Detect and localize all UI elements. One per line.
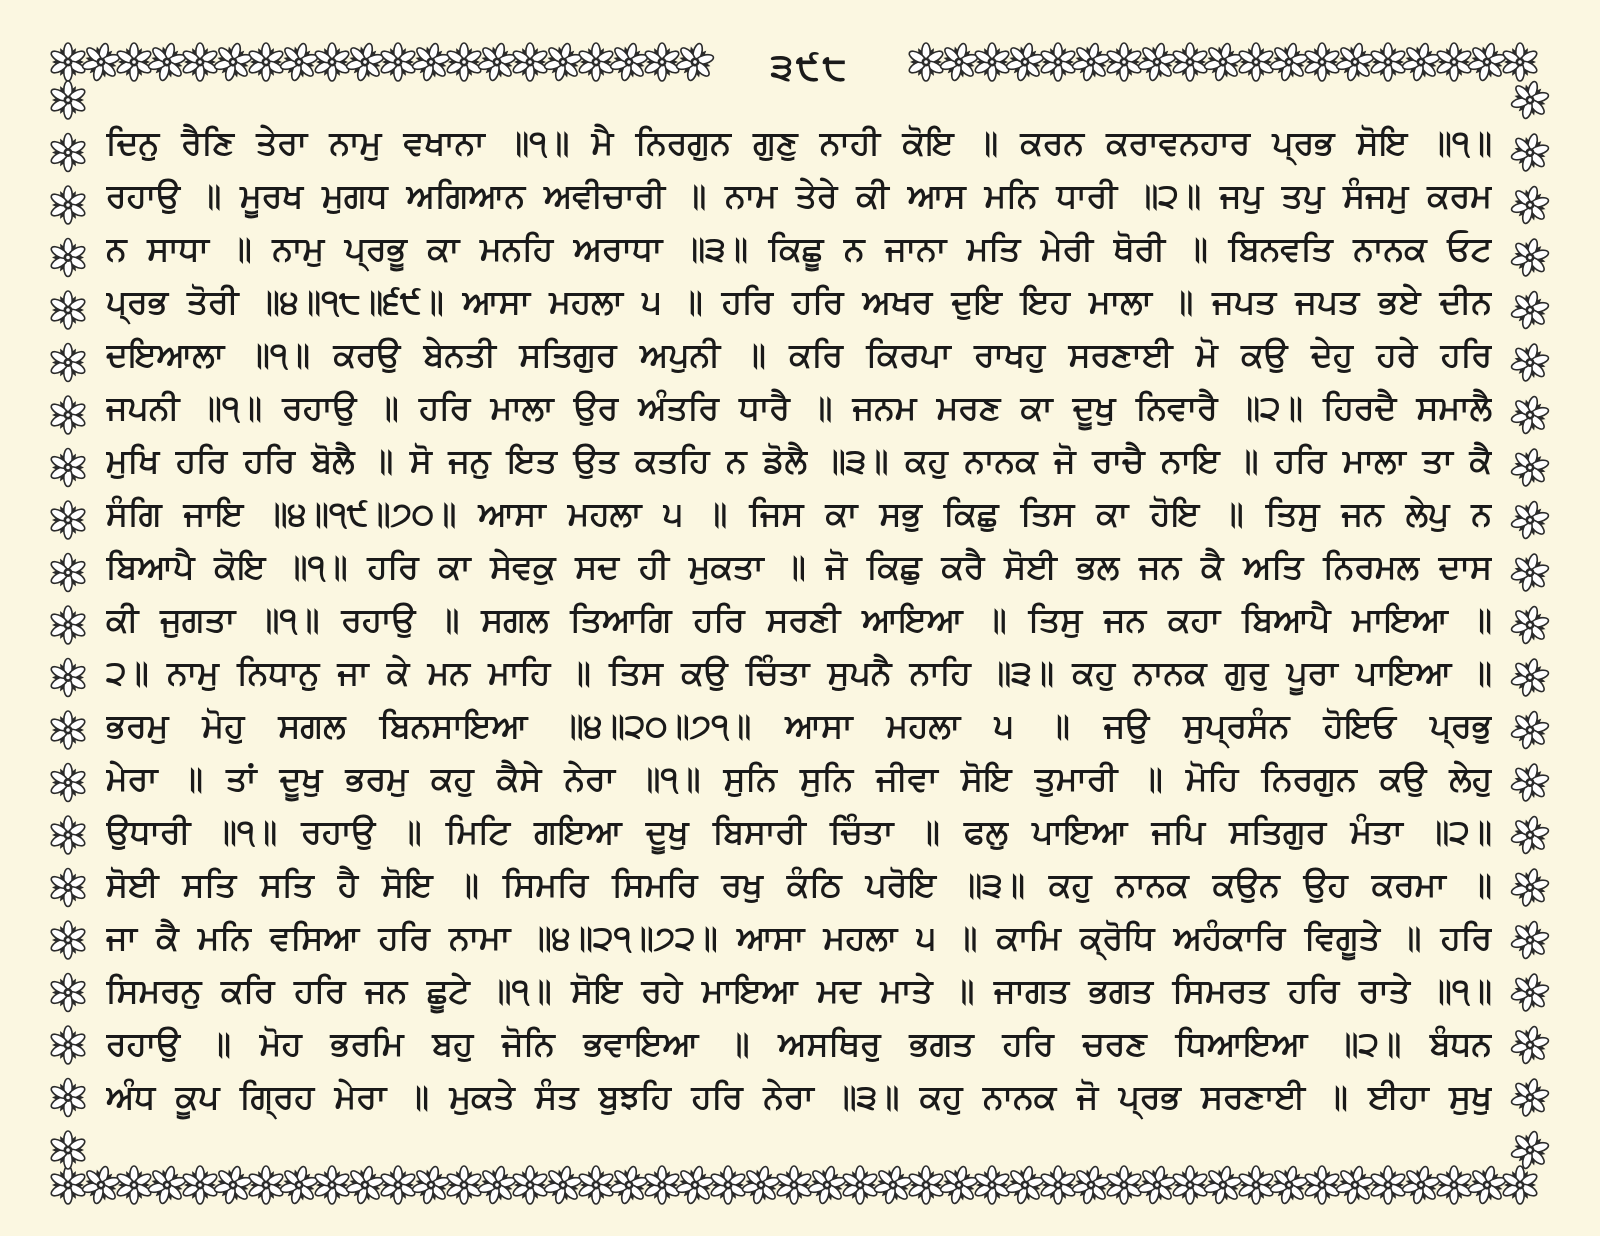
flower-ornament-icon	[936, 39, 982, 85]
flower-ornament-icon	[1369, 43, 1406, 81]
text-line: ਸਿਮਰਨੁ ਕਰਿ ਹਰਿ ਜਨ ਛੂਟੇ ॥੧॥ ਸੋਇ ਰਹੇ ਮਾਇਆ ਮਦ ਮਾਤੇ ॥ ਜਾਗਤ ਭਗਤ ਸਿਮਰਤ ਹਰਿ ਰਾਤੇ ॥੧॥	[106, 971, 1492, 1010]
flower-ornament-icon	[606, 39, 652, 85]
flower-ornament-icon	[1398, 39, 1444, 85]
flower-ornament-icon	[775, 1166, 812, 1204]
flower-ornament-icon	[49, 1166, 86, 1204]
flower-ornament-icon	[144, 39, 190, 85]
flower-ornament-icon	[1171, 1166, 1208, 1204]
flower-ornament-icon	[1105, 43, 1142, 81]
flower-ornament-icon	[577, 43, 614, 81]
flower-ornament-icon	[1507, 77, 1553, 123]
flower-ornament-icon	[210, 39, 256, 85]
text-line: ਦਿਨੁ ਰੈਣਿ ਤੇਰਾ ਨਾਮੁ ਵਖਾਨਾ ॥੧॥ ਮੈ ਨਿਰਗੁਨ ਗੁਣੁ ਨਾਹੀ ਕੋਇ ॥ ਕਰਨ ਕਰਾਵਨਹਾਰ ਪ੍ਰਭ ਸੋਇ ॥੧॥	[106, 123, 1492, 162]
flower-ornament-icon	[49, 711, 86, 749]
flower-ornament-icon	[1332, 39, 1378, 85]
flower-ornament-icon	[313, 1166, 350, 1204]
flower-ornament-icon	[49, 921, 86, 959]
flower-ornament-icon	[1303, 1166, 1340, 1204]
flower-ornament-icon	[210, 1162, 256, 1208]
flower-ornament-icon	[1507, 969, 1553, 1015]
flower-ornament-icon	[1068, 39, 1114, 85]
flower-ornament-icon	[49, 606, 86, 644]
flower-ornament-icon	[577, 1166, 614, 1204]
flower-ornament-icon	[1039, 1166, 1076, 1204]
flower-ornament-icon	[1039, 43, 1076, 81]
flower-ornament-icon	[1507, 1022, 1553, 1068]
flower-ornament-icon	[1507, 812, 1553, 858]
flower-ornament-icon	[1002, 39, 1048, 85]
flower-ornament-icon	[474, 39, 520, 85]
flower-ornament-icon	[540, 39, 586, 85]
flower-ornament-icon	[115, 1166, 152, 1204]
text-line: ਸੋਈ ਸਤਿ ਸਤਿ ਹੈ ਸੋਇ ॥ ਸਿਮਰਿ ਸਿਮਰਿ ਰਖੁ ਕੰਠਿ ਪਰੋਇ ॥੩॥ ਕਹੁ ਨਾਨਕ ਕਉਨ ਉਹ ਕਰਮਾ ॥	[106, 865, 1492, 904]
text-line: ਉਧਾਰੀ ॥੧॥ ਰਹਾਉ ॥ ਮਿਟਿ ਗਇਆ ਦੂਖੁ ਬਿਸਾਰੀ ਚਿੰਤਾ ॥ ਫਲੁ ਪਾਇਆ ਜਪਿ ਸਤਿਗੁਰ ਮੰਤਾ ॥੨॥	[106, 812, 1492, 851]
text-line: ਨ ਸਾਧਾ ॥ ਨਾਮੁ ਪ੍ਰਭੂ ਕਾ ਮਨਹਿ ਅਰਾਧਾ ॥੩॥ ਕਿਛੂ ਨ ਜਾਨਾ ਮਤਿ ਮੇਰੀ ਥੋਰੀ ॥ ਬਿਨਵਤਿ ਨਾਨਕ ਓਟ	[106, 229, 1492, 268]
text-line: ਅੰਧ ਕੂਪ ਗ੍ਰਿਹ ਮੇਰਾ ॥ ਮੁਕਤੇ ਸੰਤ ਬੁਝਹਿ ਹਰਿ ਨੇਰਾ ॥੩॥ ਕਹੁ ਨਾਨਕ ਜੋ ਪ੍ਰਭ ਸਰਣਾਈ ॥ ਈਹਾ ਸੁਖੁ	[106, 1077, 1492, 1116]
flower-ornament-icon	[1237, 1166, 1274, 1204]
flower-ornament-icon	[49, 396, 86, 434]
flower-ornament-icon	[841, 1166, 878, 1204]
flower-ornament-icon	[936, 1162, 982, 1208]
flower-ornament-icon	[1200, 1162, 1246, 1208]
flower-ornament-icon	[1507, 497, 1553, 543]
flower-ornament-icon	[643, 43, 680, 81]
flower-ornament-icon	[379, 1166, 416, 1204]
text-line: ਸੰਗਿ ਜਾਇ ॥੪॥੧੯॥੭੦॥ ਆਸਾ ਮਹਲਾ ੫ ॥ ਜਿਸ ਕਾ ਸਭੁ ਕਿਛੁ ਤਿਸ ਕਾ ਹੋਇ ॥ ਤਿਸੁ ਜਨ ਲੇਪੁ ਨ	[106, 494, 1492, 533]
flower-ornament-icon	[1507, 654, 1553, 700]
flower-ornament-icon	[49, 239, 86, 277]
flower-ornament-icon	[1332, 1162, 1378, 1208]
flower-ornament-icon	[1435, 43, 1472, 81]
flower-ornament-icon	[49, 81, 86, 119]
flower-ornament-icon	[276, 1162, 322, 1208]
flower-ornament-icon	[49, 291, 86, 329]
flower-ornament-icon	[408, 39, 454, 85]
flower-ornament-icon	[1134, 39, 1180, 85]
flower-ornament-icon	[49, 659, 86, 697]
flower-ornament-icon	[907, 43, 944, 81]
flower-ornament-icon	[49, 134, 86, 172]
flower-ornament-icon	[1507, 234, 1553, 280]
flower-ornament-icon	[804, 1162, 850, 1208]
flower-ornament-icon	[973, 1166, 1010, 1204]
flower-ornament-icon	[1002, 1162, 1048, 1208]
flower-ornament-icon	[247, 1166, 284, 1204]
flower-ornament-icon	[445, 43, 482, 81]
flower-ornament-icon	[1507, 549, 1553, 595]
flower-ornament-icon	[181, 43, 218, 81]
flower-ornament-icon	[870, 1162, 916, 1208]
flower-ornament-icon	[973, 43, 1010, 81]
flower-ornament-icon	[181, 1166, 218, 1204]
flower-ornament-icon	[672, 39, 718, 85]
text-line: ਜਪਨੀ ॥੧॥ ਰਹਾਉ ॥ ਹਰਿ ਮਾਲਾ ਉਰ ਅੰਤਰਿ ਧਾਰੈ ॥ ਜਨਮ ਮਰਣ ਕਾ ਦੂਖੁ ਨਿਵਾਰੈ ॥੨॥ ਹਿਰਦੈ ਸਮਾਲੈ	[106, 388, 1492, 427]
flower-ornament-icon	[49, 1131, 86, 1169]
flower-ornament-icon	[49, 449, 86, 487]
flower-ornament-icon	[606, 1162, 652, 1208]
text-line: ਕੀ ਜੁਗਤਾ ॥੧॥ ਰਹਾਉ ॥ ਸਗਲ ਤਿਆਗਿ ਹਰਿ ਸਰਣੀ ਆਇਆ ॥ ਤਿਸੁ ਜਨ ਕਹਾ ਬਿਆਪੈ ਮਾਇਆ ॥	[106, 600, 1492, 639]
flower-ornament-icon	[49, 554, 86, 592]
flower-ornament-icon	[49, 1079, 86, 1117]
text-line: ਭਰਮੁ ਮੋਹੁ ਸਗਲ ਬਿਨਸਾਇਆ ॥੪॥੨੦॥੭੧॥ ਆਸਾ ਮਹਲਾ ੫ ॥ ਜਉ ਸੁਪ੍ਰਸੰਨ ਹੋਇਓ ਪ੍ਰਭੁ	[106, 706, 1492, 745]
flower-ornament-icon	[78, 1162, 124, 1208]
flower-ornament-icon	[78, 39, 124, 85]
flower-ornament-icon	[1464, 1162, 1510, 1208]
text-line: ਪ੍ਰਭ ਤੋਰੀ ॥੪॥੧੮॥੬੯॥ ਆਸਾ ਮਹਲਾ ੫ ॥ ਹਰਿ ਹਰਿ ਅਖਰ ਦੁਇ ਇਹ ਮਾਲਾ ॥ ਜਪਤ ਜਪਤ ਭਏ ਦੀਨ	[106, 282, 1492, 321]
text-line: ਮੁਖਿ ਹਰਿ ਹਰਿ ਬੋਲੈ ॥ ਸੋ ਜਨੁ ਇਤ ਉਤ ਕਤਹਿ ਨ ਡੋਲੈ ॥੩॥ ਕਹੁ ਨਾਨਕ ਜੋ ਰਾਚੈ ਨਾਇ ॥ ਹਰਿ ਮਾਲਾ ਤਾ ਕੈ	[106, 441, 1492, 480]
flower-ornament-icon	[1507, 444, 1553, 490]
flower-ornament-icon	[1435, 1166, 1472, 1204]
flower-ornament-icon	[1464, 39, 1510, 85]
flower-ornament-icon	[49, 816, 86, 854]
flower-ornament-icon	[1507, 602, 1553, 648]
flower-ornament-icon	[1501, 1166, 1538, 1204]
flower-ornament-icon	[540, 1162, 586, 1208]
flower-ornament-icon	[511, 1166, 548, 1204]
flower-ornament-icon	[49, 501, 86, 539]
text-line: ੨॥ ਨਾਮੁ ਨਿਧਾਨੁ ਜਾ ਕੇ ਮਨ ਮਾਹਿ ॥ ਤਿਸ ਕਉ ਚਿੰਤਾ ਸੁਪਨੈ ਨਾਹਿ ॥੩॥ ਕਹੁ ਨਾਨਕ ਗੁਰੁ ਪੂਰਾ ਪਾਇਆ ॥	[106, 653, 1492, 692]
text-line: ਰਹਾਉ ॥ ਮੋਹ ਭਰਮਿ ਬਹੁ ਜੋਨਿ ਭਵਾਇਆ ॥ ਅਸਥਿਰੁ ਭਗਤ ਹਰਿ ਚਰਣ ਧਿਆਇਆ ॥੨॥ ਬੰਧਨ	[106, 1024, 1492, 1063]
flower-ornament-icon	[1398, 1162, 1444, 1208]
flower-ornament-icon	[144, 1162, 190, 1208]
page-number: ੩੯੮	[720, 40, 900, 96]
flower-ornament-icon	[1507, 759, 1553, 805]
flower-ornament-icon	[907, 1166, 944, 1204]
flower-ornament-icon	[1134, 1162, 1180, 1208]
flower-ornament-icon	[49, 764, 86, 802]
flower-ornament-icon	[1507, 864, 1553, 910]
flower-ornament-icon	[1507, 339, 1553, 385]
flower-ornament-icon	[643, 1166, 680, 1204]
flower-ornament-icon	[49, 974, 86, 1012]
flower-ornament-icon	[1369, 1166, 1406, 1204]
flower-ornament-icon	[1507, 1127, 1553, 1173]
flower-ornament-icon	[1507, 129, 1553, 175]
flower-ornament-icon	[1507, 287, 1553, 333]
flower-ornament-icon	[445, 1166, 482, 1204]
flower-ornament-icon	[1105, 1166, 1142, 1204]
flower-ornament-icon	[474, 1162, 520, 1208]
text-line: ਰਹਾਉ ॥ ਮੂਰਖ ਮੁਗਧ ਅਗਿਆਨ ਅਵੀਚਾਰੀ ॥ ਨਾਮ ਤੇਰੇ ਕੀ ਆਸ ਮਨਿ ਧਾਰੀ ॥੨॥ ਜਪੁ ਤਪੁ ਸੰਜਮੁ ਕਰਮ	[106, 176, 1492, 215]
flower-ornament-icon	[1237, 43, 1274, 81]
text-line: ਮੇਰਾ ॥ ਤਾਂ ਦੂਖੁ ਭਰਮੁ ਕਹੁ ਕੈਸੇ ਨੇਰਾ ॥੧॥ ਸੁਨਿ ਸੁਨਿ ਜੀਵਾ ਸੋਇ ਤੁਮਾਰੀ ॥ ਮੋਹਿ ਨਿਰਗੁਨ ਕਉ ਲੇਹੁ	[106, 759, 1492, 798]
flower-ornament-icon	[511, 43, 548, 81]
flower-ornament-icon	[115, 43, 152, 81]
flower-ornament-icon	[709, 1166, 746, 1204]
flower-ornament-icon	[1068, 1162, 1114, 1208]
text-line: ਬਿਆਪੈ ਕੋਇ ॥੧॥ ਹਰਿ ਕਾ ਸੇਵਕੁ ਸਦ ਹੀ ਮੁਕਤਾ ॥ ਜੋ ਕਿਛੁ ਕਰੈ ਸੋਈ ਭਲ ਜਨ ਕੈ ਅਤਿ ਨਿਰਮਲ ਦਾਸ	[106, 547, 1492, 586]
flower-ornament-icon	[1507, 707, 1553, 753]
flower-ornament-icon	[1507, 392, 1553, 438]
text-line: ਦਇਆਲਾ ॥੧॥ ਕਰਉ ਬੇਨਤੀ ਸਤਿਗੁਰ ਅਪੁਨੀ ॥ ਕਰਿ ਕਿਰਪਾ ਰਾਖਹੁ ਸਰਣਾਈ ਮੋ ਕਉ ਦੇਹੁ ਹਰੇ ਹਰਿ	[106, 335, 1492, 374]
flower-ornament-icon	[49, 43, 86, 81]
flower-ornament-icon	[1507, 182, 1553, 228]
flower-ornament-icon	[1501, 43, 1538, 81]
flower-ornament-icon	[1266, 1162, 1312, 1208]
flower-ornament-icon	[313, 43, 350, 81]
flower-ornament-icon	[49, 344, 86, 382]
flower-ornament-icon	[1200, 39, 1246, 85]
flower-ornament-icon	[738, 1162, 784, 1208]
flower-ornament-icon	[342, 39, 388, 85]
text-line: ਜਾ ਕੈ ਮਨਿ ਵਸਿਆ ਹਰਿ ਨਾਮਾ ॥੪॥੨੧॥੭੨॥ ਆਸਾ ਮਹਲਾ ੫ ॥ ਕਾਮਿ ਕ੍ਰੋਧਿ ਅਹੰਕਾਰਿ ਵਿਗੂਤੇ ॥ ਹਰਿ	[106, 918, 1492, 957]
scripture-text-block	[106, 116, 1492, 1123]
flower-ornament-icon	[49, 869, 86, 907]
flower-ornament-icon	[49, 1026, 86, 1064]
flower-ornament-icon	[1507, 917, 1553, 963]
flower-ornament-icon	[408, 1162, 454, 1208]
flower-ornament-icon	[49, 186, 86, 224]
flower-ornament-icon	[1507, 1074, 1553, 1120]
flower-ornament-icon	[379, 43, 416, 81]
flower-ornament-icon	[342, 1162, 388, 1208]
flower-ornament-icon	[672, 1162, 718, 1208]
flower-ornament-icon	[1303, 43, 1340, 81]
flower-ornament-icon	[1171, 43, 1208, 81]
flower-ornament-icon	[276, 39, 322, 85]
flower-ornament-icon	[1266, 39, 1312, 85]
flower-ornament-icon	[247, 43, 284, 81]
